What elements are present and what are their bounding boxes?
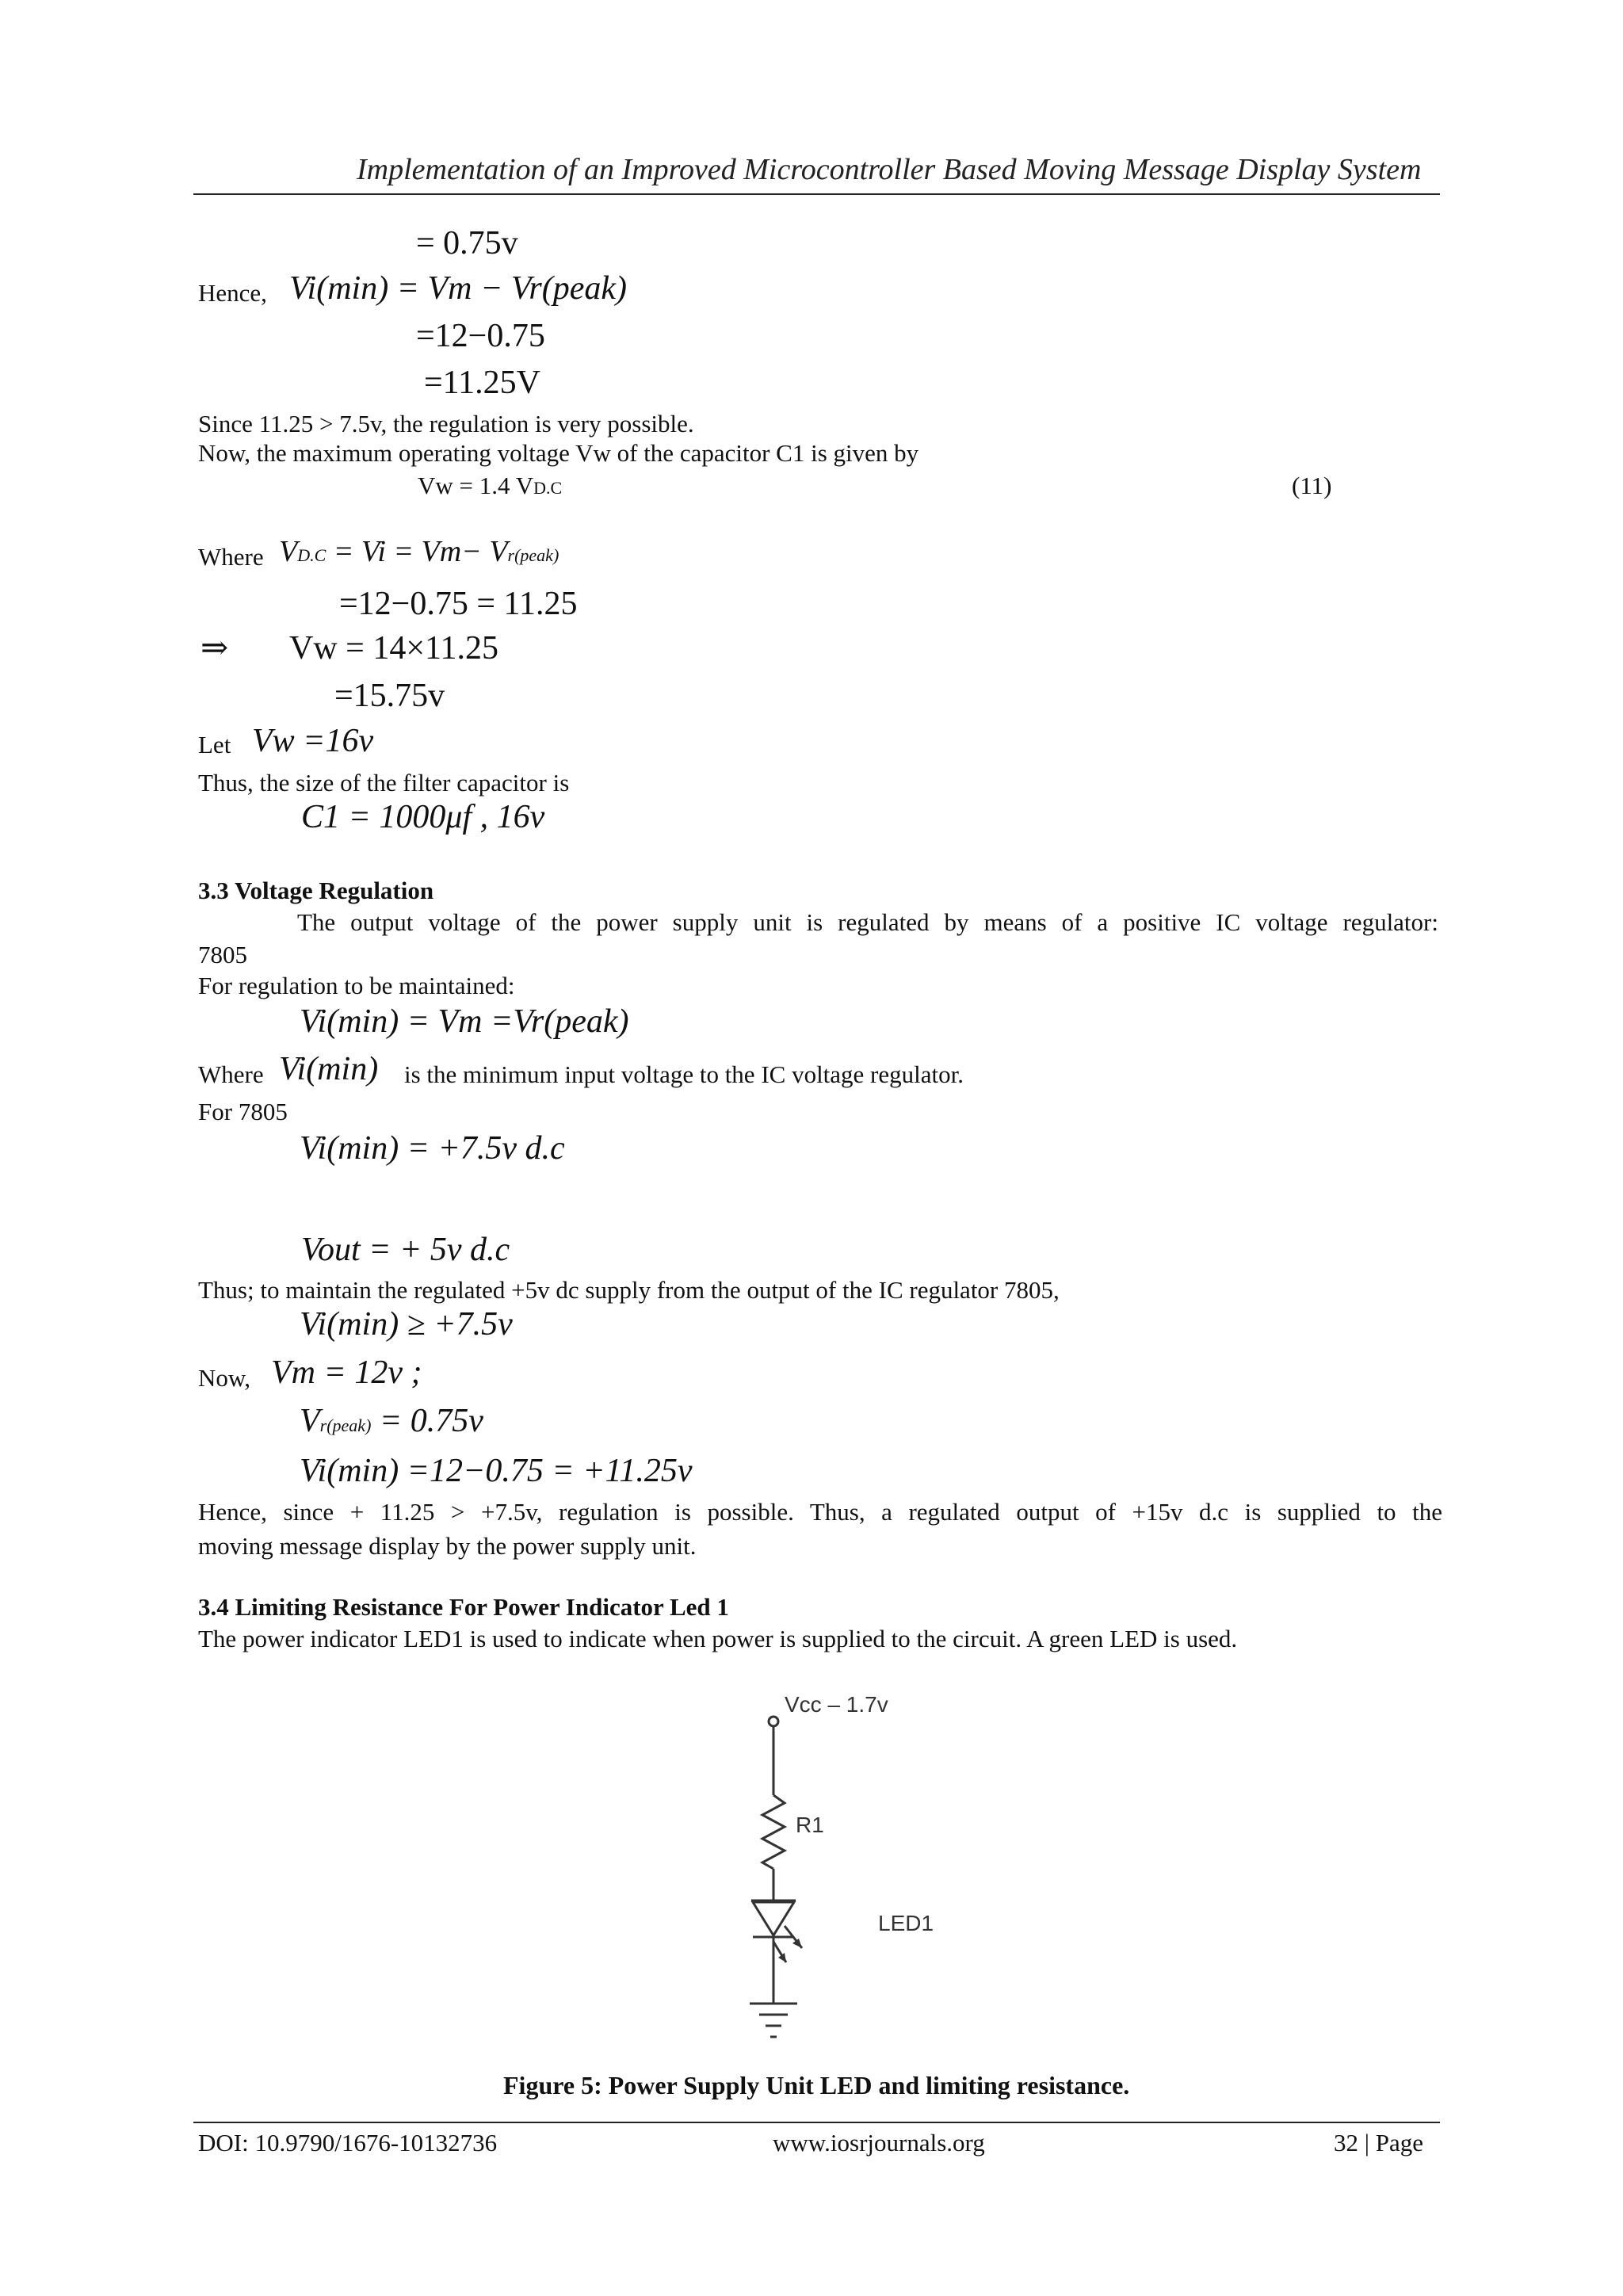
- paragraph-2: Now, the maximum operating voltage Vw of the capacitor C1 is given by: [198, 439, 919, 467]
- paragraph-5-line-2: moving message display by the power supply unit.: [198, 1532, 697, 1560]
- now-label: Now,: [198, 1364, 251, 1392]
- equation-m: Vi(min) ≥ +7.5v: [300, 1306, 513, 1343]
- equation-c: =12−0.75: [416, 318, 545, 354]
- where-label-2: Where: [198, 1060, 264, 1088]
- led-diode: [751, 1901, 802, 1962]
- equation-e: =12−0.75 = 11.25: [339, 586, 578, 622]
- let-label: Let: [198, 731, 231, 758]
- equation-h: Vw =16v: [252, 723, 374, 759]
- header-rule: [193, 193, 1440, 195]
- paragraph-3: Thus, the size of the filter capacitor is: [198, 769, 570, 797]
- running-title: Implementation of an Improved Microcontroller Based Moving Message Display System: [357, 153, 1422, 186]
- equation-b: Vi(min) = Vm − Vr(peak): [289, 270, 627, 307]
- equation-g: =15.75v: [334, 678, 445, 714]
- equation-k: Vi(min) = +7.5v d.c: [300, 1130, 565, 1167]
- equation-f: Vw = 14×11.25: [289, 630, 498, 667]
- equation-o: Vr(peak) = 0.75v: [300, 1403, 483, 1439]
- footer-page-number: 32 | Page: [1334, 2129, 1423, 2157]
- equation-l: Vout = + 5v d.c: [301, 1232, 510, 1268]
- paragraph-1: Since 11.25 > 7.5v, the regulation is very possible.: [198, 410, 694, 437]
- paragraph-5-line-1: Hence, since + 11.25 > +7.5v, regulation is possible. Thus, a regulated output of +15v d.c is supplied to the: [198, 1498, 1442, 1526]
- section-3-3-paragraph-line-1: The output voltage of the power supply unit is regulated by means of a positive IC voltage regulator:: [297, 908, 1438, 936]
- equation-i: C1 = 1000μf , 16v: [301, 799, 545, 835]
- r1-label: R1: [796, 1813, 824, 1837]
- section-3-3-title: 3.3 Voltage Regulation: [198, 877, 434, 904]
- equation-p: Vi(min) =12−0.75 = +11.25v: [300, 1453, 693, 1489]
- footer-website: www.iosrjournals.org: [773, 2129, 985, 2157]
- implies-symbol: ⇒: [200, 630, 229, 667]
- where-math-2: Vi(min): [279, 1051, 379, 1087]
- led1-label: LED1: [878, 1911, 934, 1935]
- equation-n: Vm = 12v ;: [271, 1354, 422, 1391]
- resistor-r1: [762, 1795, 785, 1869]
- equation-number-11: (11): [1292, 472, 1332, 499]
- vcc-label: Vcc – 1.7v: [785, 1692, 888, 1717]
- equation-a: = 0.75v: [416, 225, 518, 262]
- vcc-terminal: [769, 1717, 778, 1726]
- figure-5-caption: Figure 5: Power Supply Unit LED and limiting resistance.: [503, 2071, 1130, 2099]
- equation-d: =11.25V: [424, 365, 540, 401]
- equation-where: VD.C = Vi = Vm− Vr(peak): [279, 535, 559, 568]
- section-3-4-title: 3.4 Limiting Resistance For Power Indicator Led 1: [198, 1593, 729, 1621]
- where-text-2: is the minimum input voltage to the IC voltage regulator.: [404, 1060, 964, 1088]
- hence-label: Hence,: [198, 279, 267, 307]
- paragraph-4: Thus; to maintain the regulated +5v dc supply from the output of the IC regulator 7805,: [198, 1276, 1060, 1304]
- section-3-3-paragraph-line-2: 7805: [198, 941, 247, 968]
- footer-rule: [193, 2122, 1440, 2123]
- paragraph-6: The power indicator LED1 is used to indicate when power is supplied to the circuit. A green LED is used.: [198, 1625, 1238, 1652]
- for-7805-label: For 7805: [198, 1098, 288, 1125]
- equation-j: Vi(min) = Vm =Vr(peak): [300, 1003, 629, 1040]
- paragraph-regulation: For regulation to be maintained:: [198, 972, 515, 999]
- where-label: Where: [198, 543, 264, 571]
- ground-symbol: [750, 2004, 797, 2037]
- footer-doi: DOI: 10.9790/1676-10132736: [198, 2129, 498, 2157]
- equation-11: Vw = 1.4 VD.C: [418, 472, 563, 499]
- led-circuit-diagram: [713, 1680, 999, 2076]
